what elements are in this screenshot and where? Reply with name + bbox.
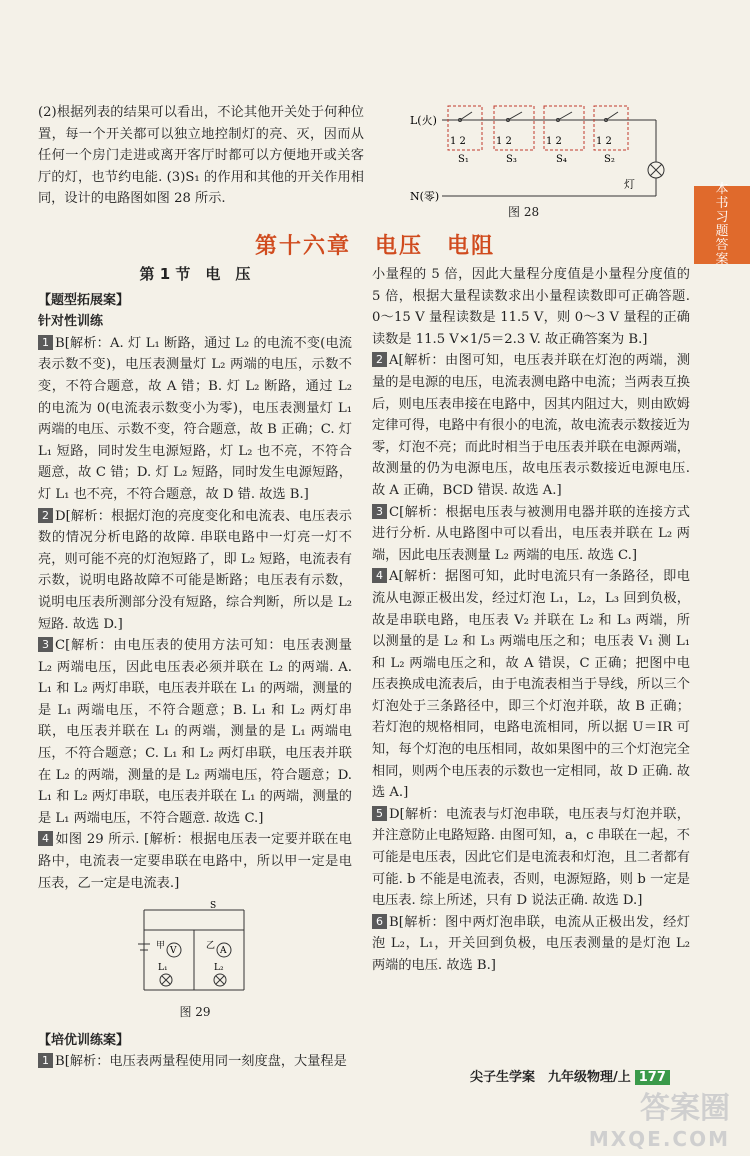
side-tab-char: 答	[715, 238, 729, 253]
continued-text: 小量程的 5 倍，因此大量程分度值是小量程分度值的 5 倍，根据大量程读数求出小量程读数即可正确答题. 0～15 V 量程读数是 11.5 V，则 0～3 V 量程的正确读数是 11.5 V×1/5＝2.3 V. 故正确答案为 B.]	[372, 267, 690, 347]
right-column	[372, 264, 690, 977]
lamp-l1-label: L₁	[158, 963, 168, 974]
item-number: 3	[372, 504, 387, 519]
page-number: 177	[635, 1070, 670, 1085]
item-number: 2	[38, 508, 53, 523]
item-number: 2	[372, 352, 387, 367]
figure-29-caption: 图 29	[179, 1005, 211, 1020]
item-text: B[解析：图中两灯泡串联，电流从正极出发，经灯泡 L₂，L₁，开关回到负极，电压表测量的是灯泡 L₂ 两端的电压. 故选 B.]	[372, 914, 690, 973]
answer-item	[38, 506, 352, 636]
neutral-wire-label: N(零)	[410, 190, 440, 203]
lamp-l2-label: L₂	[214, 963, 224, 974]
answer-item	[372, 350, 690, 501]
answer-item	[38, 1051, 352, 1073]
watermark-line1: 答案圈	[640, 1091, 730, 1126]
top-paragraph: (2)根据列表的结果可以看出，不论其他开关处于何种位置，每一个开关都可以独立地控制灯的亮、灭，因而从任何一个房门走进或离开客厅时都可以方便地开或关客厅的灯，也节约电能. (3)S₁ 的作用和其他的开关作用相同，设计的电路图如图 28 所示.	[38, 105, 364, 207]
figure-28-caption: 图 28	[508, 205, 540, 219]
subhead-expansion: 【题型拓展案】	[38, 292, 130, 308]
figure-29-circuit	[134, 900, 254, 1000]
subhead-targeted: 针对性训练	[38, 314, 104, 330]
meter-yi-label: 乙	[206, 941, 216, 952]
section-title: 第 1 节 电 压	[139, 265, 251, 283]
side-tab-char: 习	[715, 210, 729, 225]
lamp-label: 灯	[624, 178, 635, 191]
switch-s2-label: S₂	[604, 154, 615, 165]
item-text: 如图 29 所示. [解析：根据电压表一定要并联在电路中，电流表一定要串联在电路中，所以甲一定是电压表，乙一定是电流表.]	[38, 832, 352, 891]
subhead-advanced: 【培优训练案】	[38, 1032, 130, 1048]
item-text: B[解析：A. 灯 L₁ 断路，通过 L₂ 的电流不变(电流表示数不变)，电压表测量灯 L₂ 两端的电压，示数不变，不符合题意，故 A 错；B. 灯 L₂ 断路，通过 L₂ 的电流为 0(电流表示数变小为零)，电压表测量灯 L₁ 两端的电压、示数不变，符合题意，故 B 正确；C. 灯 L₁ 短路，同时发生电源短路，灯 L₂ 也不亮，不符合题意，故 C 错；D. 灯 L₂ 短路，同时发生电源短路，灯 L₁ 也不亮，不符合题意，故 D 错. 故选 B.]	[38, 335, 352, 502]
item-text: C[解析：由电压表的使用方法可知：电压表测量 L₂ 两端电压，因此电压表必须并联在 L₂ 的两端. A. L₁ 和 L₂ 两灯串联，电压表并联在 L₁ 的两端，测量的是 L₁ 两端电压，不符合题意；B. L₁ 和 L₂ 两灯串联，电压表并联在 L₁ 的两端，测量的是 L₁ 两端电压，不符合题意；C. L₁ 和 L₂ 两灯串联，电压表并联在 L₂ 的两端，测量的是 L₂ 两端电压，符合题意；D. L₁ 和 L₂ 两灯串联，电压表并联在 L₁ 的两端，测量的是 L₁ 两端电压，不符合题意. 故选 C.]	[38, 638, 352, 826]
watermark-line2: MXQE.COM	[588, 1127, 730, 1151]
item-text: A[解析：据图可知，此时电流只有一条路径，即电流从电源正极出发，经过灯泡 L₁，L₂，L₃ 回到负极，故是串联电路，电压表 V₂ 并联在 L₂ 和 L₃ 两端，所以测量的是 L₂ 和 L₃ 两端电压之和；电压表 V₁ 测 L₁ 和 L₂ 两端电压之和，故 A 错误，C 正确；把图中电压表换成电流表后，由于电流表相当于导线，所以三个灯泡处于三条路径中，即三个灯泡并联，故 B 正确；若灯泡的规格相同，电路电流相同，所以据 U＝IR 可知，每个灯泡的电压相同，故如果图中的三个灯泡完全相同，则两个电压表的示数也一定相同，故 D 正确. 故选 A.]	[372, 569, 690, 801]
meter-jia-label: 甲	[156, 941, 166, 952]
watermark	[588, 1091, 730, 1154]
chapter-title: 第十六章 电压 电阻	[254, 234, 495, 259]
ammeter-symbol: A	[220, 946, 227, 957]
svg-text:1 2: 1 2	[596, 136, 612, 147]
item-number: 6	[372, 914, 387, 929]
switch-s1-label: S₁	[458, 154, 469, 165]
answer-item	[372, 502, 690, 567]
side-tab-char: 题	[715, 224, 729, 239]
side-tab-char: 案	[715, 252, 729, 267]
answer-item	[38, 333, 352, 506]
switch-s4-label: S₄	[556, 154, 567, 165]
answer-item	[372, 912, 690, 977]
item-text: B[解析：电压表两量程使用同一刻度盘，大量程是	[55, 1054, 347, 1070]
item-number: 1	[38, 1053, 53, 1068]
answer-item	[38, 635, 352, 829]
item-number: 5	[372, 806, 387, 821]
page-footer	[470, 1066, 670, 1085]
voltmeter-symbol: V	[170, 946, 177, 957]
switch-label: S	[210, 901, 217, 912]
switch-s3-label: S₃	[506, 154, 517, 165]
item-text: D[解析：电流表与灯泡串联，电压表与灯泡并联，并注意防止电路短路. 由图可知，a，c 串联在一起，不可能是电压表，因此它们是电流表和灯泡，且二者都有可能. b 不能是电流表，否则，电源短路，则 b 一定是电压表. 综上所述，只有 D 说法正确. 故选 D.]	[372, 806, 690, 909]
item-text: C[解析：根据电压表与被测用电器并联的连接方式进行分析. 从电路图中可以看出，电压表并联在 L₂ 两端，因此电压表测量 L₂ 两端的电压. 故选 C.]	[372, 504, 690, 563]
answer-item	[372, 566, 690, 804]
side-tab-char: 书	[715, 196, 729, 211]
footer-title: 尖子生学案 九年级物理/上	[470, 1070, 631, 1085]
svg-text:1 2: 1 2	[496, 136, 512, 147]
item-number: 4	[372, 568, 387, 583]
svg-text:1 2: 1 2	[450, 136, 466, 147]
live-wire-label: L(火)	[410, 114, 437, 127]
side-tab-char: 本	[715, 182, 729, 197]
answer-item	[38, 829, 352, 894]
item-number: 4	[38, 831, 53, 846]
item-number: 1	[38, 335, 53, 350]
answer-item	[372, 804, 690, 912]
svg-text:1 2: 1 2	[546, 136, 562, 147]
item-text: D[解析：根据灯泡的亮度变化和电流表、电压表示数的情况分析电路的故障. 串联电路中一灯亮一灯不亮，则可能不亮的灯泡短路了，即 L₂ 短路，电流表有示数，说明电路故障不可能是断路；电压表有示数，说明电压表所测部分没有短路，综合判断，所以是 L₂ 短路. 故选 D.]	[38, 508, 352, 632]
left-column	[38, 264, 352, 1073]
item-text: A[解析：由图可知，电压表并联在灯泡的两端，测量的是电源的电压，电流表测电路中电流；当两表互换后，则电压表串接在电路中，因其内阻过大，则由欧姆定律可得，电路中有很小的电流，故电流表示数接近为零，灯泡不亮；而此时相当于电压表并联在电源两端，故测量的仍为电源电压，故电压表示数接近电源电压. 故 A 正确，BCD 错误. 故选 A.]	[372, 353, 690, 498]
item-number: 3	[38, 637, 53, 652]
